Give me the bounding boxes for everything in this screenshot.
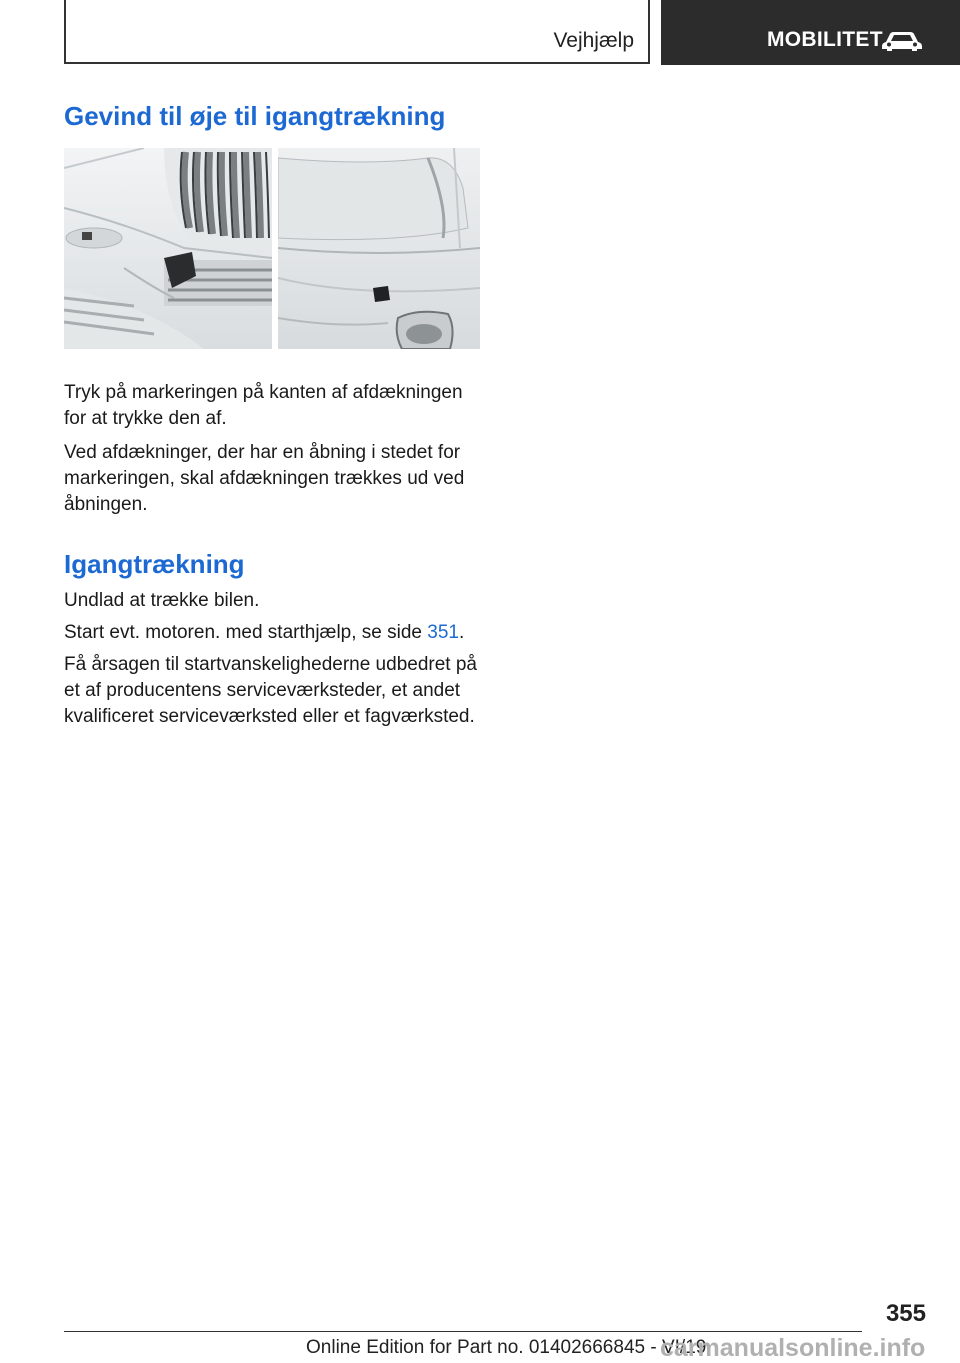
header-section-tab <box>64 0 650 64</box>
paragraph-service: Få årsagen til startvanskelighederne udbedret på et af producentens serviceværksteder, et andet kvalificeret serviceværksted eller et fagværksted. <box>64 654 477 727</box>
front-bumper-illustration <box>64 148 272 349</box>
watermark: carmanualsonline.info <box>660 1334 926 1362</box>
paragraph-remove-cover: Tryk på markeringen på kanten af afdækningen for at trykke den af. <box>64 382 463 429</box>
car-icon <box>880 29 924 53</box>
paragraph-no-tow: Undlad at trække bilen. <box>64 590 260 611</box>
paragraph-opening-cover: Ved afdækninger, der har en åbning i stedet for markeringen, skal afdækningen trækkes ud ved åbningen. <box>64 442 465 515</box>
subsection-title: Igangtrækning <box>64 549 245 579</box>
paragraph-jump-start <box>64 620 484 646</box>
section-label: Vejhjælp <box>553 29 634 52</box>
page-title: Gevind til øje til igangtrækning <box>64 101 446 131</box>
jump-start-end: . <box>458 622 465 643</box>
jump-start-text: Start evt. motoren. med starthjælp, se side <box>64 622 428 643</box>
footer-divider <box>64 1331 862 1332</box>
page-number: 355 <box>885 1300 926 1327</box>
page-reference-link[interactable]: 351 <box>427 622 459 643</box>
chapter-label: MOBILITET <box>767 28 883 51</box>
edition-text: Online Edition for Part no. 01402666845 - VI/19 <box>306 1337 707 1358</box>
rear-bumper-illustration <box>278 148 480 349</box>
